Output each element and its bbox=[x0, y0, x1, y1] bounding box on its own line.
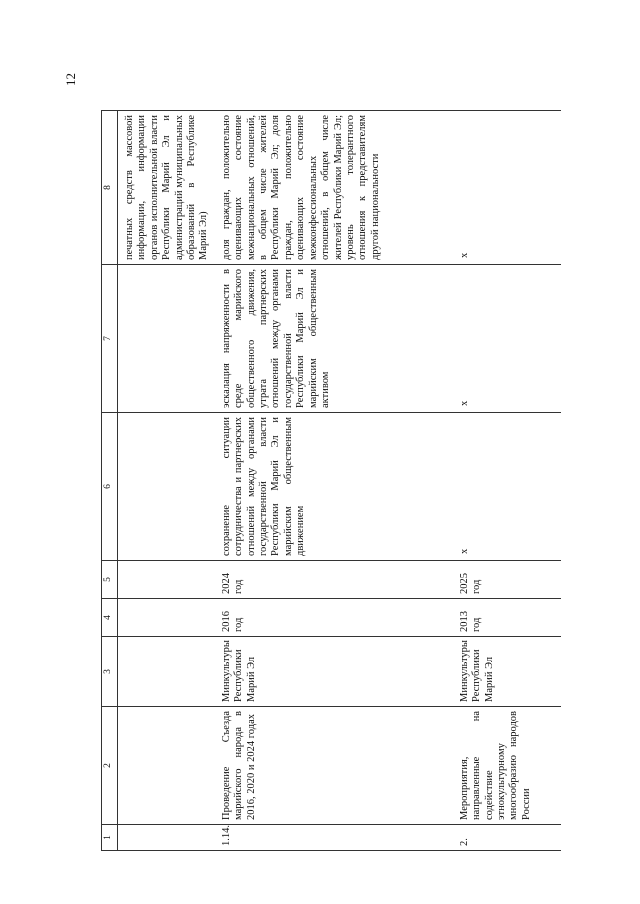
col-header-4: 4 bbox=[102, 599, 118, 637]
expected-result: х bbox=[449, 413, 561, 561]
col-header-8: 8 bbox=[102, 111, 118, 265]
col-header-6: 6 bbox=[102, 413, 118, 561]
expected-result: сохранение ситуации сотрудничества и партнерских отношений между органами государственной власти Республики Марий Эл и марийским общественным движением bbox=[213, 413, 449, 561]
table-row bbox=[213, 111, 449, 851]
continuation-indicator: печатных средств массовой информации, информации органов исполнительной власти Республики Марий Эл и администраций муниципальных образований в Республике Марий Эл) bbox=[118, 111, 213, 265]
end-year: 2025 год bbox=[449, 561, 561, 599]
continuation-row bbox=[118, 111, 213, 851]
rotated-table-sheet bbox=[101, 111, 532, 851]
executor: Минкультуры Республики Марий Эл bbox=[213, 637, 449, 707]
activity-name: Мероприятия, направленные на содействие этнокультурному многообразию народов России bbox=[449, 707, 561, 825]
program-table bbox=[101, 110, 561, 851]
non-implementation-consequences: эскалация напряженности в среде марийского общественного движения, утрата партнерских отношений между органами государственной власти Республики Марий Эл и марийским общественным активом bbox=[213, 265, 449, 413]
col-header-7: 7 bbox=[102, 265, 118, 413]
col-header-5: 5 bbox=[102, 561, 118, 599]
col-header-2: 2 bbox=[102, 707, 118, 825]
row-number: 2. bbox=[449, 825, 561, 851]
row-number: 1.14. bbox=[213, 825, 449, 851]
indicator-link: доля граждан, положительно оценивающих состояние межнациональных отношений, в общем числе жителей Республики Марий Эл; доля граждан, положительно оценивающих состояние межконфессиональных отношений, в общем числе жителей Республики Марий Эл; уровень толерантного отношения к представителям другой национальности bbox=[213, 111, 449, 265]
col-header-3: 3 bbox=[102, 637, 118, 707]
activity-name: Проведение Съезда марийского народа в 2016, 2020 и 2024 годах bbox=[213, 707, 449, 825]
end-year: 2024 год bbox=[213, 561, 449, 599]
start-year: 2013 год bbox=[449, 599, 561, 637]
start-year: 2016 год bbox=[213, 599, 449, 637]
indicator-link: х bbox=[449, 111, 561, 265]
header-row bbox=[102, 111, 118, 851]
page-number: 12 bbox=[63, 73, 78, 86]
table-row bbox=[449, 111, 561, 851]
non-implementation-consequences: х bbox=[449, 265, 561, 413]
executor: Минкультуры Республики Марий Эл bbox=[449, 637, 561, 707]
col-header-1: 1 bbox=[102, 825, 118, 851]
